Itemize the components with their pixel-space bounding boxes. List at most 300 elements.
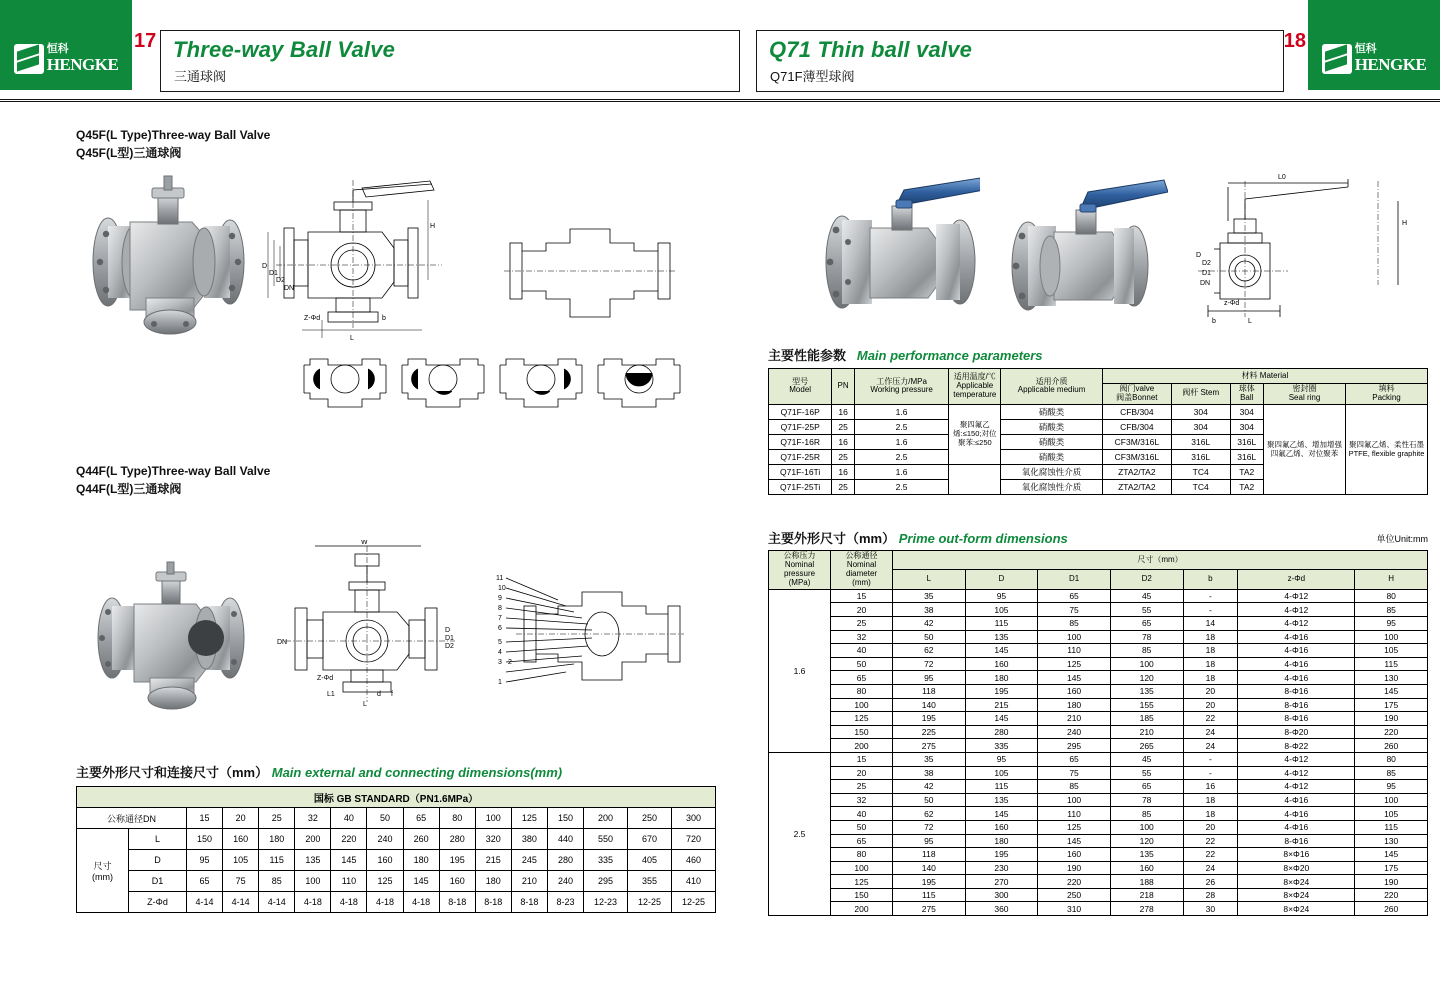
header-left	[160, 30, 740, 92]
header-right-title: Q71 Thin ball valve	[769, 37, 973, 62]
prime-outform-dimensions-table	[768, 550, 1428, 916]
cell-D: 360	[965, 902, 1038, 916]
cell-D2: 45	[1110, 589, 1183, 603]
dn-value: 40	[331, 808, 367, 829]
cell-D1: 75	[1038, 766, 1111, 780]
cell-H: 100	[1355, 630, 1428, 644]
cell-dn: 32	[831, 793, 893, 807]
cell-value: 160	[367, 850, 403, 871]
cell-value: 670	[627, 829, 671, 850]
table-row	[769, 404, 1428, 419]
cell-medium: 硝酸类	[1001, 404, 1103, 419]
cell-value: 410	[671, 871, 715, 892]
model-label-q44f: Q44F(L Type)Three-way Ball Valve Q44F(L型)三通球阀	[76, 464, 271, 496]
cell-D2: 85	[1110, 644, 1183, 658]
cell-H: 190	[1355, 712, 1428, 726]
svg-text:DN: DN	[284, 285, 295, 292]
dn-row-label: 公称通径DN	[77, 808, 187, 829]
cell-D: 135	[965, 793, 1038, 807]
cell-H: 95	[1355, 617, 1428, 631]
svg-text:b: b	[382, 315, 386, 322]
cell-value: 145	[403, 871, 439, 892]
cell-value: 65	[187, 871, 223, 892]
cell-value: 4-14	[187, 892, 223, 913]
cell-zd: 4-Φ16	[1238, 807, 1355, 821]
cell-value: 200	[295, 829, 331, 850]
cell-D2: 210	[1110, 725, 1183, 739]
cell-model: Q71F-16P	[769, 404, 832, 419]
cell-stem: TC4	[1171, 464, 1230, 479]
cell-dn: 20	[831, 766, 893, 780]
cell-b: 18	[1183, 630, 1238, 644]
logo-right	[1308, 28, 1440, 90]
cell-H: 260	[1355, 902, 1428, 916]
cell-value: 150	[187, 829, 223, 850]
table-header-row	[769, 551, 1428, 570]
cell-value: 4-18	[331, 892, 367, 913]
cell-value: 245	[511, 850, 547, 871]
svg-text:DN: DN	[1200, 280, 1211, 287]
cell-model: Q71F-16Ti	[769, 464, 832, 479]
cell-pn: 25	[832, 419, 855, 434]
cell-D: 95	[965, 589, 1038, 603]
hengke-logo-icon	[14, 44, 44, 74]
dn-value: 125	[511, 808, 547, 829]
cell-b: 22	[1183, 712, 1238, 726]
cell-D: 105	[965, 766, 1038, 780]
cell-b: 20	[1183, 698, 1238, 712]
th-dimensions: 尺寸（mm）	[893, 551, 1428, 570]
cell-zd: 4-Φ16	[1238, 671, 1355, 685]
cell-model: Q71F-25Ti	[769, 479, 832, 494]
cell-D1: 65	[1038, 589, 1111, 603]
cell-L: 50	[893, 793, 966, 807]
cell-D1: 145	[1038, 834, 1111, 848]
q44f-valve-photo	[80, 560, 260, 710]
cell-L: 35	[893, 752, 966, 766]
table-row	[769, 725, 1428, 739]
cell-zd: 4-Φ12	[1238, 589, 1355, 603]
cell-D1: 100	[1038, 793, 1111, 807]
cell-value: 160	[439, 871, 475, 892]
cell-value: 135	[295, 850, 331, 871]
cell-D: 145	[965, 644, 1038, 658]
cell-b: 16	[1183, 780, 1238, 794]
cell-dn: 125	[831, 712, 893, 726]
q71f-valve-photo-1	[800, 170, 990, 330]
cell-L: 118	[893, 684, 966, 698]
cell-value: 180	[403, 850, 439, 871]
cell-zd: 8-Φ16	[1238, 712, 1355, 726]
cell-D1: 210	[1038, 712, 1111, 726]
svg-text:d: d	[377, 691, 381, 698]
th-stem: 阀杆 Stem	[1171, 384, 1230, 405]
cell-stem: 304	[1171, 419, 1230, 434]
cell-H: 130	[1355, 671, 1428, 685]
cell-L: 42	[893, 617, 966, 631]
cell-value: 12-23	[584, 892, 628, 913]
cell-pressure: 1.6	[854, 464, 948, 479]
cell-L: 62	[893, 644, 966, 658]
svg-text:6: 6	[498, 625, 502, 632]
cell-dn: 100	[831, 861, 893, 875]
svg-text:D1: D1	[1202, 270, 1211, 277]
cell-D2: 218	[1110, 888, 1183, 902]
cell-value: 4-18	[295, 892, 331, 913]
cell-value: 240	[547, 871, 583, 892]
dn-value: 150	[547, 808, 583, 829]
header-divider	[0, 99, 1440, 100]
cell-medium: 氧化腐蚀性介质	[1001, 479, 1103, 494]
table-row	[769, 644, 1428, 658]
cell-D2: 160	[1110, 861, 1183, 875]
cell-D2: 278	[1110, 902, 1183, 916]
th-ball: 球体 Ball	[1230, 384, 1264, 405]
header-right	[756, 30, 1284, 92]
page-number-right: 18	[1283, 30, 1306, 52]
dn-value: 65	[403, 808, 439, 829]
header-left-title: Three-way Ball Valve	[173, 37, 396, 62]
table-row	[77, 871, 716, 892]
cell-H: 145	[1355, 684, 1428, 698]
cell-zd: 4-Φ12	[1238, 617, 1355, 631]
cell-zd: 8×Φ24	[1238, 902, 1355, 916]
cell-H: 145	[1355, 848, 1428, 862]
cell-H: 105	[1355, 644, 1428, 658]
cell-zd: 4-Φ12	[1238, 603, 1355, 617]
cell-L: 95	[893, 671, 966, 685]
cell-value: 215	[475, 850, 511, 871]
cell-L: 275	[893, 902, 966, 916]
cell-pn: 16	[832, 464, 855, 479]
q44f-drawing-section	[496, 560, 686, 710]
table-row	[77, 808, 716, 829]
cell-H: 175	[1355, 698, 1428, 712]
page-number-left: 17	[134, 30, 157, 52]
cell-bonnet: CF3M/316L	[1102, 449, 1171, 464]
svg-text:11: 11	[496, 575, 504, 582]
cell-D2: 265	[1110, 739, 1183, 753]
cell-pressure: 2.5	[854, 419, 948, 434]
main-external-dimensions-table	[76, 786, 716, 913]
table-row	[769, 875, 1428, 889]
table-row	[769, 589, 1428, 603]
cell-H: 95	[1355, 780, 1428, 794]
cell-D2: 155	[1110, 698, 1183, 712]
cell-b: 28	[1183, 888, 1238, 902]
logo-brand-en: HENGKE	[46, 55, 119, 75]
table-row	[77, 829, 716, 850]
cell-value: 210	[511, 871, 547, 892]
cell-value: 12-25	[627, 892, 671, 913]
svg-text:4: 4	[498, 649, 502, 656]
svg-text:b: b	[1212, 318, 1216, 325]
cell-L: 95	[893, 834, 966, 848]
cell-zd: 4-Φ16	[1238, 657, 1355, 671]
svg-text:7: 7	[498, 615, 502, 622]
cell-bonnet: ZTA2/TA2	[1102, 479, 1171, 494]
header-left-subtitle: 三通球阀	[174, 69, 227, 84]
cell-medium: 硝酸类	[1001, 449, 1103, 464]
dn-value: 20	[223, 808, 259, 829]
q71f-valve-photo-2	[980, 170, 1170, 330]
q71f-drawing	[1168, 165, 1430, 330]
header-divider-2	[0, 101, 1440, 102]
svg-text:L: L	[350, 335, 354, 342]
cell-value: 280	[547, 850, 583, 871]
svg-text:D2: D2	[276, 277, 285, 284]
svg-text:D: D	[1196, 252, 1202, 259]
cell-zd: 8-Φ16	[1238, 684, 1355, 698]
dn-value: 15	[187, 808, 223, 829]
cell-zd: 8×Φ24	[1238, 875, 1355, 889]
cell-value: 115	[259, 850, 295, 871]
cell-H: 105	[1355, 807, 1428, 821]
cell-L: 195	[893, 712, 966, 726]
row-label: D1	[129, 871, 187, 892]
cell-value: 85	[259, 871, 295, 892]
svg-text:DN: DN	[277, 639, 288, 646]
cell-b: 22	[1183, 834, 1238, 848]
table-row	[77, 850, 716, 871]
cell-pressure: 1.6	[854, 404, 948, 419]
cell-D: 180	[965, 671, 1038, 685]
cell-value: 405	[627, 850, 671, 871]
cell-D2: 135	[1110, 684, 1183, 698]
cell-L: 38	[893, 603, 966, 617]
cell-D1: 85	[1038, 780, 1111, 794]
table-row	[769, 780, 1428, 794]
cell-D: 335	[965, 739, 1038, 753]
top-bar-right	[1308, 0, 1440, 28]
cell-dn: 80	[831, 848, 893, 862]
q45f-drawing-front	[262, 170, 462, 345]
cell-L: 72	[893, 657, 966, 671]
svg-text:D2: D2	[1202, 260, 1211, 267]
dn-value: 200	[584, 808, 628, 829]
cell-D2: 120	[1110, 834, 1183, 848]
cell-b: 24	[1183, 725, 1238, 739]
cell-dn: 50	[831, 657, 893, 671]
svg-text:L: L	[363, 701, 367, 708]
cell-ball: 304	[1230, 419, 1264, 434]
cell-D1: 190	[1038, 861, 1111, 875]
cell-b: 24	[1183, 861, 1238, 875]
cell-dn: 25	[831, 617, 893, 631]
dn-value: 25	[259, 808, 295, 829]
cell-medium: 硝酸类	[1001, 434, 1103, 449]
cell-pn: 16	[832, 434, 855, 449]
cell-value: 125	[367, 871, 403, 892]
th-packing: 填料 Packing	[1346, 384, 1428, 405]
cell-value: 160	[223, 829, 259, 850]
svg-text:L1: L1	[327, 691, 335, 698]
cell-dn: 200	[831, 902, 893, 916]
cell-medium: 氧化腐蚀性介质	[1001, 464, 1103, 479]
cell-H: 80	[1355, 752, 1428, 766]
svg-text:L: L	[1248, 318, 1252, 325]
cell-dn: 150	[831, 725, 893, 739]
cell-b: -	[1183, 766, 1238, 780]
cell-D1: 65	[1038, 752, 1111, 766]
logo-brand-cn-2: 恒科	[1354, 42, 1377, 55]
cell-b: 26	[1183, 875, 1238, 889]
svg-text:3: 3	[498, 659, 502, 666]
cell-value: 220	[331, 829, 367, 850]
th-b: b	[1183, 570, 1238, 589]
cell-stem: TC4	[1171, 479, 1230, 494]
cell-value: 8-18	[439, 892, 475, 913]
cell-L: 50	[893, 630, 966, 644]
cell-dn: 65	[831, 834, 893, 848]
model-label-q45f: Q45F(L Type)Three-way Ball Valve Q45F(L型)三通球阀	[76, 128, 271, 160]
cell-D2: 55	[1110, 603, 1183, 617]
th-pn: PN	[832, 369, 855, 405]
cell-bonnet: ZTA2/TA2	[1102, 464, 1171, 479]
cell-value: 8-18	[475, 892, 511, 913]
cell-D2: 100	[1110, 657, 1183, 671]
cell-H: 130	[1355, 834, 1428, 848]
cell-dn: 100	[831, 698, 893, 712]
cell-value: 145	[331, 850, 367, 871]
th-temperature: 适用温度/℃ Applicable temperature	[949, 369, 1001, 405]
cell-value: 180	[475, 871, 511, 892]
unit-note: 单位Unit:mm	[1376, 534, 1428, 544]
cell-H: 220	[1355, 888, 1428, 902]
cell-D2: 78	[1110, 793, 1183, 807]
cell-value: 295	[584, 871, 628, 892]
svg-text:2: 2	[508, 659, 512, 666]
cell-D2: 45	[1110, 752, 1183, 766]
cell-D1: 125	[1038, 820, 1111, 834]
cell-dn: 40	[831, 644, 893, 658]
table-row	[769, 820, 1428, 834]
cell-b: -	[1183, 589, 1238, 603]
cell-D: 115	[965, 617, 1038, 631]
svg-text:10: 10	[498, 585, 506, 592]
svg-text:f: f	[391, 691, 393, 698]
dn-value: 100	[475, 808, 511, 829]
cell-dn: 50	[831, 820, 893, 834]
cell-b: -	[1183, 752, 1238, 766]
cell-model: Q71F-25P	[769, 419, 832, 434]
cell-D1: 110	[1038, 807, 1111, 821]
cell-value: 240	[367, 829, 403, 850]
th-seal-ring: 密封圈 Seal ring	[1264, 384, 1346, 405]
cell-b: 14	[1183, 617, 1238, 631]
logo-brand-en-2: HENGKE	[1354, 55, 1427, 75]
cell-zd: 8×Φ24	[1238, 888, 1355, 902]
cell-dn: 40	[831, 807, 893, 821]
cell-D: 270	[965, 875, 1038, 889]
cell-D1: 240	[1038, 725, 1111, 739]
cell-b: 20	[1183, 820, 1238, 834]
cell-H: 80	[1355, 589, 1428, 603]
header-right-subtitle: Q71F薄型球阀	[770, 69, 855, 84]
cell-b: 18	[1183, 644, 1238, 658]
cell-L: 42	[893, 780, 966, 794]
cell-pn: 16	[832, 404, 855, 419]
svg-text:Z-Φd: Z-Φd	[304, 315, 321, 322]
table-row	[769, 671, 1428, 685]
cell-L: 35	[893, 589, 966, 603]
cell-D1: 110	[1038, 644, 1111, 658]
cell-D2: 65	[1110, 617, 1183, 631]
cell-temperature-blank	[949, 464, 1001, 494]
th-z-Φd: z-Φd	[1238, 570, 1355, 589]
cell-value: 550	[584, 829, 628, 850]
cell-b: 18	[1183, 671, 1238, 685]
cell-dn: 65	[831, 671, 893, 685]
cell-value: 95	[187, 850, 223, 871]
row-label: L	[129, 829, 187, 850]
cell-pressure: 1.6	[854, 434, 948, 449]
dn-value: 80	[439, 808, 475, 829]
cell-stem: 316L	[1171, 434, 1230, 449]
svg-text:W: W	[361, 540, 368, 546]
q45f-valve-photo	[80, 170, 260, 340]
cell-D1: 250	[1038, 888, 1111, 902]
row-label: Z-Φd	[129, 892, 187, 913]
svg-text:D1: D1	[445, 635, 454, 642]
cell-packing: 聚四氟乙烯、柔性石墨 PTFE, flexible graphite	[1346, 404, 1428, 494]
cell-pressure: 2.5	[854, 449, 948, 464]
table-header-row	[769, 369, 1428, 384]
q45f-flow-pattern-drawings	[298, 355, 688, 415]
cell-D: 215	[965, 698, 1038, 712]
cell-D2: 100	[1110, 820, 1183, 834]
cell-value: 195	[439, 850, 475, 871]
cell-value: 12-25	[671, 892, 715, 913]
table-row	[77, 892, 716, 913]
cell-D2: 78	[1110, 630, 1183, 644]
cell-D1: 160	[1038, 684, 1111, 698]
cell-value: 320	[475, 829, 511, 850]
cell-value: 335	[584, 850, 628, 871]
cell-D: 95	[965, 752, 1038, 766]
cell-dn: 125	[831, 875, 893, 889]
svg-text:5: 5	[498, 639, 502, 646]
cell-D1: 295	[1038, 739, 1111, 753]
table-row	[769, 793, 1428, 807]
cell-stem: 316L	[1171, 449, 1230, 464]
cell-zd: 8-Φ20	[1238, 725, 1355, 739]
cell-H: 115	[1355, 657, 1428, 671]
cell-value: 4-14	[223, 892, 259, 913]
cell-H: 220	[1355, 725, 1428, 739]
cell-D1: 220	[1038, 875, 1111, 889]
th-D: D	[965, 570, 1038, 589]
cell-H: 100	[1355, 793, 1428, 807]
cell-D1: 100	[1038, 630, 1111, 644]
svg-text:8: 8	[498, 605, 502, 612]
cell-pressure: 2.5	[854, 479, 948, 494]
cell-seal-ring: 聚四氟乙烯、增加增强四氟乙烯、对位聚苯	[1264, 404, 1346, 494]
cell-D: 160	[965, 820, 1038, 834]
cell-dn: 15	[831, 752, 893, 766]
table-row	[769, 603, 1428, 617]
perf-table-title: 主要性能参数 Main performance parameters	[768, 348, 1043, 363]
table-row	[769, 630, 1428, 644]
th-bonnet: 阀门valve 阀盖Bonnet	[1102, 384, 1171, 405]
cell-zd: 4-Φ12	[1238, 766, 1355, 780]
dn-value: 300	[671, 808, 715, 829]
table-row	[769, 766, 1428, 780]
cell-dn: 150	[831, 888, 893, 902]
cell-b: 30	[1183, 902, 1238, 916]
cell-L: 115	[893, 888, 966, 902]
cell-value: 355	[627, 871, 671, 892]
